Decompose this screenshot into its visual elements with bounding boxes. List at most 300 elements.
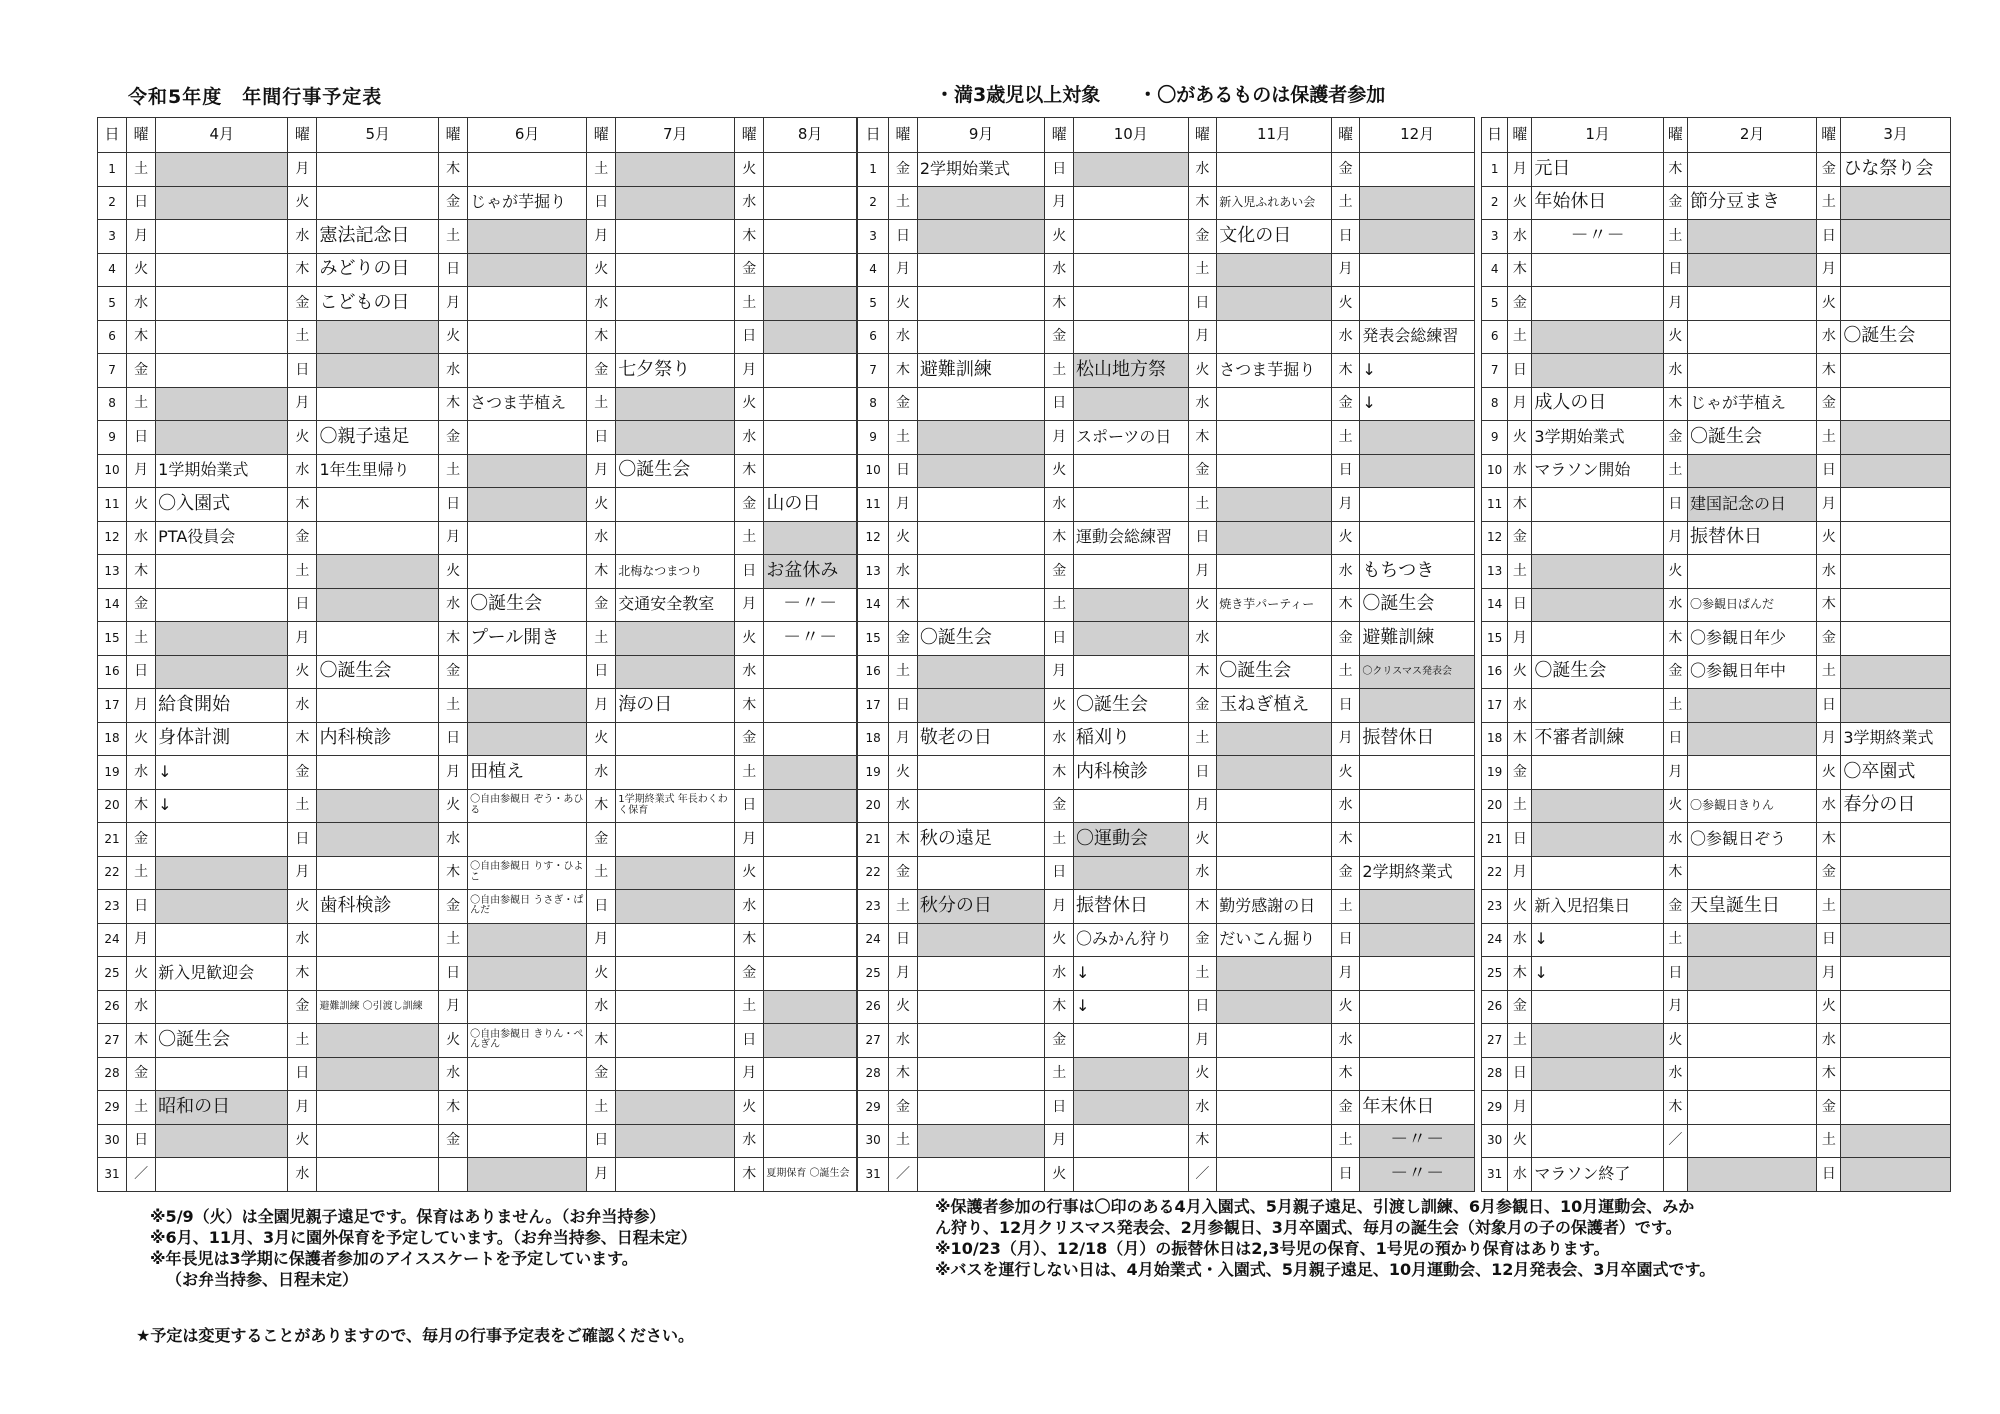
event-cell: 避難訓練 [917,354,1045,388]
event-cell [1841,454,1951,488]
weekday-cell: 火 [1817,287,1841,321]
event-cell [1360,1024,1475,1058]
event-cell [156,655,288,689]
day-number: 2 [1482,186,1508,220]
weekday-header: 曜 [1663,118,1687,153]
event-cell [1360,186,1475,220]
day-number: 28 [858,1057,889,1091]
event-cell: －〃－ [1360,1158,1475,1192]
weekday-cell: 月 [1331,488,1360,522]
weekday-cell: 木 [288,253,317,287]
weekday-cell: ／ [1188,1158,1217,1192]
event-cell [1074,220,1189,254]
event-cell: ↓ [1074,990,1189,1024]
weekday-cell: 火 [1188,588,1217,622]
event-cell [1532,1024,1663,1058]
weekday-cell: 火 [587,957,616,991]
day-number: 31 [98,1158,127,1192]
weekday-cell: 土 [587,1091,616,1125]
event-cell: マラソン開始 [1532,454,1663,488]
weekday-cell: 日 [1188,756,1217,790]
event-cell [1360,488,1475,522]
weekday-cell: 月 [1188,320,1217,354]
weekday-cell: 金 [735,722,764,756]
event-cell [1360,890,1475,924]
weekday-cell: 日 [288,1057,317,1091]
event-cell: 田植え [468,756,587,790]
day-number: 21 [98,823,127,857]
weekday-cell: 火 [889,521,918,555]
weekday-cell: 日 [1331,220,1360,254]
day-number: 14 [858,588,889,622]
weekday-cell: 水 [439,588,468,622]
weekday-cell: 月 [1508,1091,1532,1125]
weekday-cell: 日 [127,186,156,220]
event-cell: 新入児歓迎会 [156,957,288,991]
weekday-cell: 日 [1045,1091,1074,1125]
event-cell [1074,153,1189,187]
event-cell [1532,1057,1663,1091]
event-cell: 給食開始 [156,689,288,723]
weekday-cell: 火 [1045,220,1074,254]
weekday-cell: 金 [735,488,764,522]
weekday-cell: 日 [735,1024,764,1058]
weekday-cell: 木 [1045,287,1074,321]
day-number: 30 [98,1124,127,1158]
event-cell: 避難訓練 [1360,622,1475,656]
event-cell [764,220,857,254]
weekday-cell: 水 [1045,957,1074,991]
weekday-cell: 日 [587,1124,616,1158]
event-cell: 〇みかん狩り [1074,923,1189,957]
weekday-cell: 日 [1817,220,1841,254]
weekday-cell: 金 [1045,789,1074,823]
event-cell: みどりの日 [317,253,439,287]
weekday-cell: 日 [1045,387,1074,421]
weekday-cell: 土 [1331,890,1360,924]
footer-notes-right [935,1196,1715,1280]
event-cell [468,354,587,388]
event-cell [1217,320,1332,354]
weekday-cell: 土 [127,387,156,421]
weekday-cell: 土 [1817,1124,1841,1158]
header-row [98,118,857,153]
event-cell [1360,253,1475,287]
weekday-cell: 水 [1663,823,1687,857]
weekday-header: 曜 [587,118,616,153]
event-cell [1360,923,1475,957]
event-cell: 天皇誕生日 [1687,890,1816,924]
weekday-cell: 土 [587,856,616,890]
event-cell [616,890,735,924]
weekday-cell: 土 [439,689,468,723]
weekday-cell: 木 [1508,722,1532,756]
event-cell [1841,1124,1951,1158]
event-cell [616,1124,735,1158]
event-cell [156,890,288,924]
event-cell [468,823,587,857]
event-cell [1687,454,1816,488]
weekday-cell: 金 [1188,220,1217,254]
event-cell [1532,756,1663,790]
weekday-cell: 木 [439,153,468,187]
day-row [98,957,857,991]
event-cell [616,387,735,421]
event-cell [1687,856,1816,890]
event-cell: お盆休み [764,555,857,589]
weekday-cell: 火 [889,990,918,1024]
weekday-cell: 木 [1045,990,1074,1024]
event-cell: ↓ [156,789,288,823]
event-cell [1687,555,1816,589]
note-age: ・満3歳児以上対象 [935,84,1101,106]
event-cell [1687,253,1816,287]
weekday-cell: 火 [889,287,918,321]
event-cell: 勤労感謝の日 [1217,890,1332,924]
event-cell: PTA役員会 [156,521,288,555]
event-cell [917,756,1045,790]
event-cell [1532,287,1663,321]
weekday-cell: 金 [889,622,918,656]
day-row [98,856,857,890]
day-row [858,689,1475,723]
weekday-cell: 水 [889,789,918,823]
event-cell [764,890,857,924]
event-cell [156,1124,288,1158]
event-cell: 〇親子遠足 [317,421,439,455]
weekday-cell: 金 [439,421,468,455]
weekday-cell: 木 [288,957,317,991]
weekday-cell: 月 [1331,722,1360,756]
day-row [858,823,1475,857]
day-row [1482,354,1951,388]
day-row [98,1091,857,1125]
event-cell [1217,622,1332,656]
day-number: 9 [1482,421,1508,455]
event-cell: 年末休日 [1360,1091,1475,1125]
event-cell [1841,186,1951,220]
event-cell [156,990,288,1024]
day-row [98,287,857,321]
day-row [1482,588,1951,622]
weekday-cell: 金 [1508,287,1532,321]
event-cell [764,320,857,354]
day-header: 日 [98,118,127,153]
event-cell [156,153,288,187]
weekday-cell: 火 [735,153,764,187]
event-cell [1360,990,1475,1024]
weekday-cell: 土 [1817,890,1841,924]
day-number: 10 [98,454,127,488]
event-cell [917,421,1045,455]
weekday-cell: 土 [1045,1057,1074,1091]
day-number: 25 [858,957,889,991]
event-cell [1841,588,1951,622]
day-number: 23 [98,890,127,924]
weekday-cell: 木 [1508,253,1532,287]
day-number: 25 [1482,957,1508,991]
weekday-cell: 月 [735,588,764,622]
weekday-cell: 日 [1188,287,1217,321]
weekday-cell: 金 [1508,756,1532,790]
day-number: 4 [858,253,889,287]
event-cell [616,856,735,890]
event-cell [764,287,857,321]
weekday-cell: 月 [1508,622,1532,656]
weekday-cell: 日 [587,421,616,455]
weekday-cell: 土 [1331,655,1360,689]
event-cell [616,287,735,321]
event-cell: 振替休日 [1360,722,1475,756]
event-cell [1074,1091,1189,1125]
weekday-cell: 土 [1663,220,1687,254]
event-cell: 昭和の日 [156,1091,288,1125]
weekday-cell: 日 [735,789,764,823]
weekday-cell: 土 [127,622,156,656]
day-row [98,890,857,924]
event-cell [917,990,1045,1024]
event-cell [764,253,857,287]
weekday-cell: 土 [1188,253,1217,287]
day-number: 31 [858,1158,889,1192]
weekday-header: 曜 [1817,118,1841,153]
weekday-cell: 月 [1663,756,1687,790]
day-row [1482,689,1951,723]
day-row [1482,1124,1951,1158]
event-cell [917,1124,1045,1158]
weekday-cell: 火 [127,957,156,991]
weekday-cell: 金 [288,990,317,1024]
day-row [1482,454,1951,488]
weekday-cell: 火 [439,1024,468,1058]
day-row [858,253,1475,287]
event-cell: 建国記念の日 [1687,488,1816,522]
event-cell [156,320,288,354]
weekday-cell: 木 [889,354,918,388]
weekday-cell: 日 [1663,722,1687,756]
day-number: 7 [858,354,889,388]
event-cell [1687,220,1816,254]
weekday-cell: 日 [1817,923,1841,957]
weekday-cell: 水 [439,1057,468,1091]
weekday-cell: 木 [127,320,156,354]
day-number: 15 [858,622,889,656]
weekday-cell: 水 [587,521,616,555]
weekday-cell: 土 [127,856,156,890]
day-row [98,521,857,555]
event-cell: ↓ [1532,923,1663,957]
weekday-cell: 木 [1188,890,1217,924]
weekday-cell: 火 [288,890,317,924]
event-cell [917,1024,1045,1058]
weekday-cell: 金 [1508,521,1532,555]
day-row [858,488,1475,522]
weekday-cell: 土 [1508,555,1532,589]
weekday-cell: 土 [1188,957,1217,991]
event-cell [764,689,857,723]
month-header: 12月 [1360,118,1475,153]
weekday-cell: 日 [587,890,616,924]
weekday-cell: 日 [889,689,918,723]
event-cell: さつま芋植え [468,387,587,421]
day-header: 日 [858,118,889,153]
event-cell [1360,756,1475,790]
day-row [1482,655,1951,689]
event-cell [1074,588,1189,622]
event-cell: 海の日 [616,689,735,723]
weekday-cell: 火 [439,789,468,823]
weekday-cell: 木 [1188,655,1217,689]
event-cell: 内科検診 [1074,756,1189,790]
event-cell [764,756,857,790]
event-cell [156,923,288,957]
day-number: 14 [1482,588,1508,622]
event-cell: －〃－ [764,622,857,656]
event-cell [616,488,735,522]
weekday-cell: 木 [439,622,468,656]
event-cell [156,253,288,287]
event-cell: 春分の日 [1841,789,1951,823]
weekday-cell: 火 [1045,1158,1074,1192]
weekday-cell: 日 [1663,488,1687,522]
event-cell: ↓ [1360,387,1475,421]
weekday-cell: 日 [889,220,918,254]
event-cell: 〇運動会 [1074,823,1189,857]
weekday-cell: 土 [587,153,616,187]
weekday-cell: 火 [1045,689,1074,723]
event-cell [1532,521,1663,555]
weekday-cell: 水 [1045,253,1074,287]
event-cell [1360,689,1475,723]
event-cell [1687,756,1816,790]
footer-note: ※6月、11月、3月に園外保育を予定しています。（お弁当持参、日程未定） [150,1228,697,1247]
event-cell [468,722,587,756]
day-row [858,421,1475,455]
weekday-cell: 月 [288,622,317,656]
weekday-cell: 水 [1817,789,1841,823]
event-cell [764,186,857,220]
weekday-cell: 火 [1045,923,1074,957]
event-cell [1360,521,1475,555]
month-header: 3月 [1841,118,1951,153]
event-cell: 運動会総練習 [1074,521,1189,555]
event-cell [917,387,1045,421]
day-number: 27 [1482,1024,1508,1058]
event-cell: 〇誕生会 [156,1024,288,1058]
weekday-cell: 火 [288,186,317,220]
event-cell [1217,1057,1332,1091]
weekday-cell: 日 [1331,689,1360,723]
weekday-cell: 木 [288,722,317,756]
event-cell [917,488,1045,522]
weekday-cell: 水 [735,655,764,689]
event-cell [1687,1091,1816,1125]
event-cell [1841,253,1951,287]
day-row [98,387,857,421]
weekday-cell: 火 [1508,655,1532,689]
day-row [858,1158,1475,1192]
event-cell [1841,1158,1951,1192]
event-cell: じゃが芋植え [1687,387,1816,421]
event-cell [1841,622,1951,656]
event-cell [1360,823,1475,857]
weekday-cell: 土 [587,622,616,656]
event-cell [156,823,288,857]
event-cell [317,1091,439,1125]
event-cell [1687,957,1816,991]
day-row [858,287,1475,321]
event-cell [317,756,439,790]
weekday-cell: 月 [1331,253,1360,287]
weekday-cell: 日 [889,454,918,488]
day-number: 3 [98,220,127,254]
weekday-cell: 水 [288,220,317,254]
event-cell [1841,655,1951,689]
event-cell [1074,454,1189,488]
event-cell [156,1057,288,1091]
event-cell [1074,856,1189,890]
event-cell [156,387,288,421]
event-cell [1532,990,1663,1024]
weekday-cell: 木 [1663,387,1687,421]
footer-note: ※保護者参加の行事は〇印のある4月入園式、5月親子遠足、引渡し訓練、6月参観日、10月運動会、みか [935,1197,1695,1216]
schedule-panel-apr-aug [97,117,857,1192]
day-row [98,555,857,589]
weekday-cell: 金 [1331,153,1360,187]
event-cell [317,521,439,555]
weekday-cell: 火 [1663,1024,1687,1058]
weekday-cell: 月 [1817,253,1841,287]
weekday-cell: 火 [587,722,616,756]
day-number: 29 [1482,1091,1508,1125]
event-cell [156,856,288,890]
weekday-cell: 土 [1508,789,1532,823]
day-header: 日 [1482,118,1508,153]
event-cell [1841,488,1951,522]
day-row [1482,521,1951,555]
event-cell [1687,923,1816,957]
day-number: 1 [98,153,127,187]
day-number: 8 [1482,387,1508,421]
event-cell [317,823,439,857]
event-cell [468,655,587,689]
event-cell: 〇誕生会 [1841,320,1951,354]
footer-notes-left [150,1206,697,1290]
event-cell: 不審者訓練 [1532,722,1663,756]
day-number: 3 [858,220,889,254]
day-number: 12 [858,521,889,555]
event-cell [1074,387,1189,421]
weekday-cell: 月 [735,354,764,388]
weekday-cell: 日 [1331,923,1360,957]
day-number: 8 [98,387,127,421]
weekday-cell: 金 [1045,320,1074,354]
day-row [858,521,1475,555]
event-cell: 〇自由参観日 きりん・ぺんぎん [468,1024,587,1058]
event-cell [1841,923,1951,957]
weekday-cell: 土 [889,890,918,924]
weekday-cell: 火 [1817,521,1841,555]
weekday-cell: 火 [889,756,918,790]
event-cell [1074,488,1189,522]
event-cell [1532,253,1663,287]
weekday-cell: 水 [127,521,156,555]
day-number: 30 [858,1124,889,1158]
day-number: 17 [1482,689,1508,723]
event-cell [1532,354,1663,388]
weekday-cell: 日 [735,555,764,589]
weekday-cell: 金 [889,856,918,890]
